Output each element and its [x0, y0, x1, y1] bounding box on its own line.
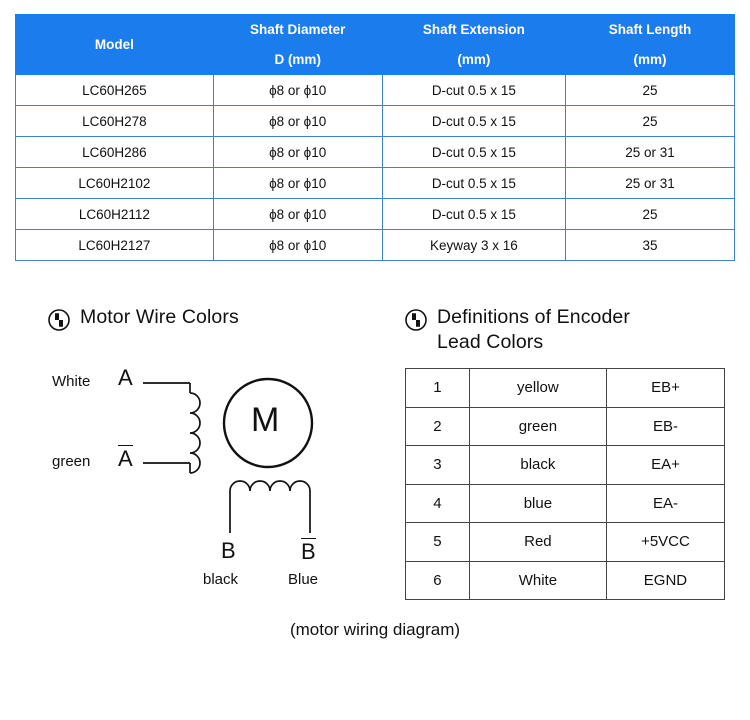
encoder-cell-color: Red [469, 523, 606, 562]
spec-cell-model: LC60H2127 [16, 230, 214, 261]
encoder-title-line2: Lead Colors [437, 331, 544, 353]
spec-cell-model: LC60H2102 [16, 168, 214, 199]
wire-label-green: green [52, 453, 91, 470]
wire-label-white: White [52, 373, 91, 390]
spec-cell-length: 25 [566, 106, 735, 137]
encoder-lead-colors-table [405, 368, 725, 600]
spec-cell-model: LC60H265 [16, 75, 214, 106]
spec-header-shaft-diameter: Shaft Diameter [213, 15, 382, 45]
encoder-lead-colors-heading [405, 305, 725, 355]
spec-cell-diameter: ϕ8 or ϕ10 [213, 106, 382, 137]
table-row [406, 561, 725, 600]
encoder-cell-signal: EB- [606, 407, 724, 446]
table-row [406, 523, 725, 562]
table-row [16, 106, 735, 137]
encoder-cell-color: yellow [469, 369, 606, 408]
spec-cell-length: 35 [566, 230, 735, 261]
spec-header-shaft-length: Shaft Length [566, 15, 735, 45]
spec-cell-model: LC60H2112 [16, 199, 214, 230]
spec-cell-length: 25 [566, 199, 735, 230]
encoder-cell-signal: EA- [606, 484, 724, 523]
table-row [16, 230, 735, 261]
encoder-cell-signal: EB+ [606, 369, 724, 408]
encoder-title-line1: Definitions of Encoder [437, 306, 630, 328]
encoder-cell-pin: 3 [406, 446, 470, 485]
spec-subheader-diameter-unit: D (mm) [213, 45, 382, 75]
spec-cell-extension: D-cut 0.5 x 15 [382, 75, 565, 106]
diagram-caption: (motor wiring diagram) [289, 620, 461, 639]
wire-label-phase-a: A [118, 365, 133, 390]
encoder-cell-color: blue [469, 484, 606, 523]
encoder-title-text [437, 305, 630, 355]
encoder-cell-color: White [469, 561, 606, 600]
table-row [16, 137, 735, 168]
encoder-cell-pin: 1 [406, 369, 470, 408]
spec-cell-diameter: ϕ8 or ϕ10 [213, 75, 382, 106]
table-row [406, 369, 725, 408]
spec-cell-extension: D-cut 0.5 x 15 [382, 199, 565, 230]
table-row [16, 168, 735, 199]
spec-header-model: Model [16, 15, 214, 75]
encoder-cell-pin: 6 [406, 561, 470, 600]
spec-cell-model: LC60H278 [16, 106, 214, 137]
spec-cell-length: 25 or 31 [566, 137, 735, 168]
spec-subheader-length-unit: (mm) [566, 45, 735, 75]
spec-cell-diameter: ϕ8 or ϕ10 [213, 137, 382, 168]
encoder-cell-pin: 4 [406, 484, 470, 523]
target-bullet-icon [48, 309, 70, 331]
spec-cell-extension: D-cut 0.5 x 15 [382, 106, 565, 137]
motor-symbol-label: M [251, 401, 280, 439]
spec-header-shaft-extension: Shaft Extension [382, 15, 565, 45]
encoder-cell-color: black [469, 446, 606, 485]
encoder-cell-signal: EA+ [606, 446, 724, 485]
encoder-cell-pin: 5 [406, 523, 470, 562]
table-row [406, 407, 725, 446]
wire-label-blue: Blue [288, 571, 319, 588]
table-row [406, 484, 725, 523]
wire-label-phase-a-bar: A [118, 446, 133, 471]
spec-cell-length: 25 or 31 [566, 168, 735, 199]
motor-wire-colors-title: Motor Wire Colors [80, 306, 239, 328]
wire-label-phase-b: B [221, 538, 236, 563]
target-bullet-icon [405, 309, 427, 331]
encoder-cell-signal: EGND [606, 561, 724, 600]
motor-wiring-diagram [40, 355, 390, 605]
shaft-specifications-table [15, 14, 735, 261]
spec-header-row-1 [16, 15, 735, 45]
spec-cell-diameter: ϕ8 or ϕ10 [213, 168, 382, 199]
spec-cell-diameter: ϕ8 or ϕ10 [213, 230, 382, 261]
spec-cell-model: LC60H286 [16, 137, 214, 168]
spec-cell-extension: D-cut 0.5 x 15 [382, 137, 565, 168]
wire-label-phase-b-bar: B [301, 539, 316, 564]
spec-cell-length: 25 [566, 75, 735, 106]
motor-wire-colors-heading [48, 305, 368, 331]
encoder-cell-color: green [469, 407, 606, 446]
table-row [406, 446, 725, 485]
encoder-cell-signal: +5VCC [606, 523, 724, 562]
table-row [16, 199, 735, 230]
spec-cell-diameter: ϕ8 or ϕ10 [213, 199, 382, 230]
wiring-schematic-svg [40, 355, 390, 605]
wire-label-black: black [203, 571, 239, 588]
table-row [16, 75, 735, 106]
spec-subheader-extension-unit: (mm) [382, 45, 565, 75]
spec-cell-extension: Keyway 3 x 16 [382, 230, 565, 261]
encoder-cell-pin: 2 [406, 407, 470, 446]
spec-cell-extension: D-cut 0.5 x 15 [382, 168, 565, 199]
